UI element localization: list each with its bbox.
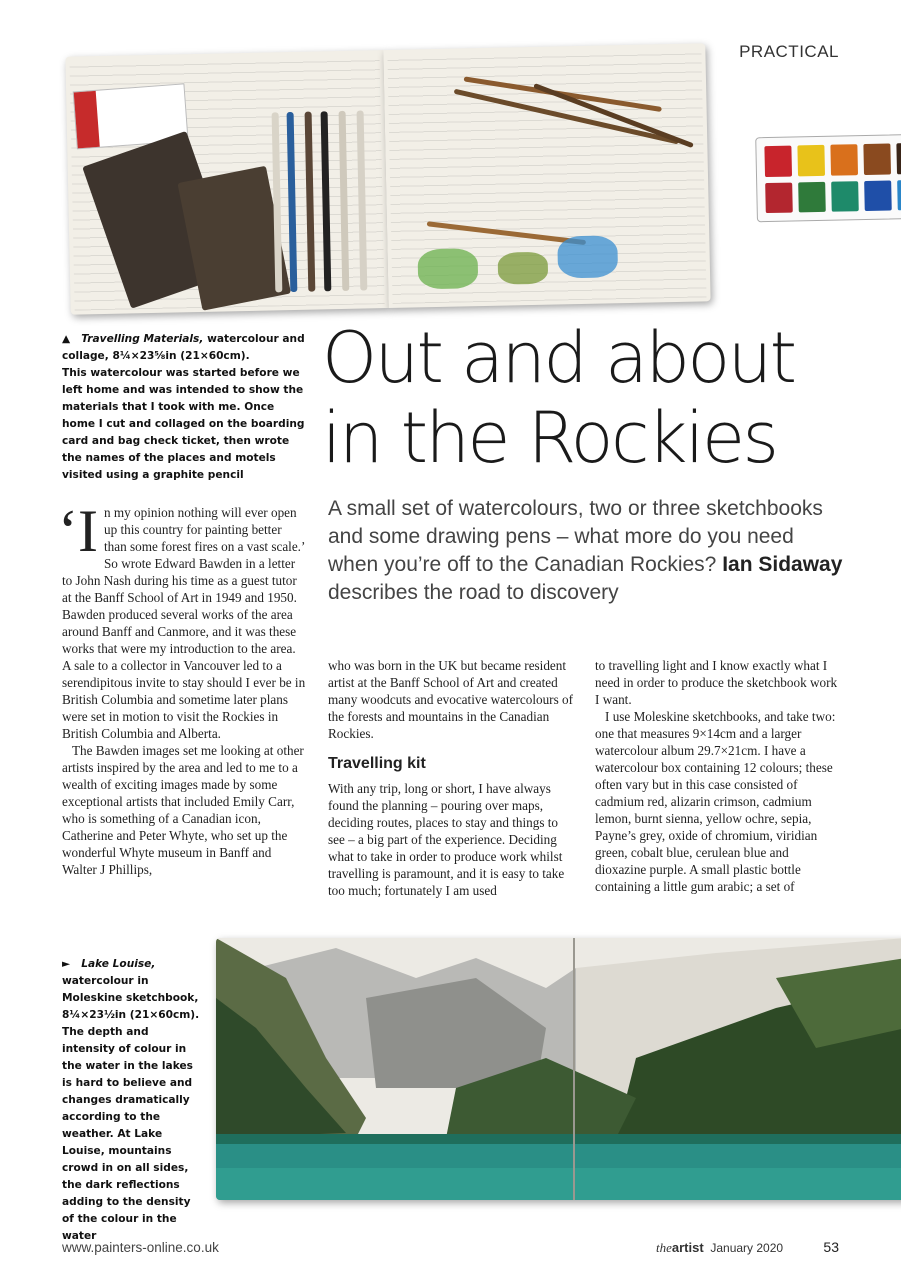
caption-marker-up: ▲	[62, 333, 71, 345]
caption-title: Travelling Materials,	[81, 333, 204, 345]
logo-the: the	[656, 1240, 672, 1255]
paint-wash	[557, 235, 618, 278]
caption-title: Lake Louise,	[81, 958, 156, 970]
article-paragraph: I use Moleskine sketchbooks, and take two: one that measures 9×14cm and a larger watercolour album 29.7×21cm. I have a watercolour box containing 12 colours; these often vary but in this case consisted of cadmium red, alizarin crimson, cadmium lemon, burnt sienna, yellow ochre, sepia, Payne’s grey, oxide of chromium, viridian green, cobalt blue, cerulean blue and dioxazine purple. A small plastic bottle containing a little gum arabic; a set of	[595, 709, 836, 894]
subheading-travelling-kit: Travelling kit	[328, 755, 426, 772]
drop-cap: ‘I	[58, 498, 98, 564]
paint-pan	[830, 144, 858, 175]
page-number: 53	[823, 1239, 839, 1255]
standfirst-author: Ian Sidaway	[722, 553, 843, 576]
article-column-3	[595, 657, 840, 895]
article-paragraph: who was born in the UK but became resident artist at the Banff School of Art and created many woodcuts and evocative watercolours of the forests and mountains in the Canadian Rockies.	[328, 658, 573, 741]
paint-wash	[498, 252, 549, 285]
watercolour-palette	[755, 133, 901, 222]
paint-pan	[765, 182, 793, 213]
paint-pan	[764, 146, 792, 177]
magazine-logo	[656, 1240, 704, 1255]
article-paragraph: to travelling light and I know exactly what I need in order to produce the sketchbook work I want.	[595, 658, 838, 707]
footer-magazine-issue	[656, 1240, 783, 1256]
sketchbook-materials-image	[65, 43, 710, 314]
article-paragraph: The Bawden images set me looking at other artists inspired by the area and led to me to a wealth of exciting images made by some exceptional artists that included Emily Carr, who is something of a Canadian icon, Catherine and Peter Whyte, who set up the wonderful Whyte museum in Banff and Walter J Phillips,	[62, 743, 304, 877]
footer-website-link[interactable]: www.painters-online.co.uk	[62, 1240, 219, 1255]
sketchbook-right-page	[383, 43, 710, 308]
headline-line-1: Out and about	[322, 317, 795, 399]
logo-artist: artist	[671, 1240, 704, 1255]
headline-line-2: in the Rockies	[322, 397, 777, 479]
paint-pan	[863, 143, 891, 174]
section-label: PRACTICAL	[739, 42, 839, 61]
caption-lake-louise	[62, 956, 202, 1245]
article-paragraph	[58, 498, 306, 742]
article-standfirst	[328, 495, 843, 607]
sketchbook-left-page	[65, 50, 388, 315]
paint-pan	[798, 181, 826, 212]
lake-painting-svg	[216, 938, 901, 1200]
article-column-1	[58, 498, 306, 878]
standfirst-lead: A small set of watercolours, two or three sketchbooks and some drawing pens – what more do you need when you’re off to the Canadian Rockies?	[328, 497, 823, 576]
paint-pan	[897, 179, 901, 210]
caption-medium: watercolour and collage, 8¼×23⅝in (21×60cm).	[62, 333, 305, 362]
paint-wash	[417, 248, 478, 289]
issue-date: January 2020	[710, 1241, 784, 1255]
paint-pan	[797, 145, 825, 176]
paint-pan	[896, 143, 901, 174]
paint-pan	[864, 180, 892, 211]
article-paragraph: With any trip, long or short, I have always found the planning – pouring over maps, deciding routes, places to stay and things to see – a big part of the experience. Deciding what to take in order to produce work whilst travelling is paramount, and it is easy to take too much; fortunately I am used	[328, 781, 565, 898]
caption-body: This watercolour was started before we left home and was intended to show the materials that I took with me. Once home I cut and collaged on the boarding card and bag check ticket, then wrote the names of the places and motels visited using a graphite pencil	[62, 367, 305, 481]
article-headline	[322, 318, 882, 478]
paint-pan	[831, 181, 859, 212]
caption-medium: watercolour in Moleskine sketchbook, 8¼×23½in (21×60cm).	[62, 975, 200, 1021]
caption-marker-right: ►	[62, 958, 71, 970]
standfirst-tail: describes the road to discovery	[328, 581, 619, 604]
boarding-card-stripe	[74, 91, 100, 148]
caption-travelling-materials	[62, 331, 310, 484]
lake-louise-painting-image	[216, 938, 901, 1200]
caption-body: The depth and intensity of colour in the water in the lakes is hard to believe and changes dramatically according to the weather. At Lake Louise, mountains crowd in on all sides, the dark reflections adding to the density of the colour in the water	[62, 1026, 193, 1242]
article-column-2	[328, 657, 573, 899]
paragraph-text: n my opinion nothing will ever open up this country for painting better than some forest fires on a vast scale.’ So wrote Edward Bawden in a letter to John Nash during his time as a guest tutor at the Banff School of Art in 1949 and 1950. Bawden produced several works of the area around Banff and Canmore, and it was these works that were my introduction to the area. A sale to a collector in Vancouver led to a serendipitous invite to stay should I ever be in British Columbia and sometime later plans were set in motion to visit the Rockies in British Columbia and Alberta.	[62, 505, 306, 741]
